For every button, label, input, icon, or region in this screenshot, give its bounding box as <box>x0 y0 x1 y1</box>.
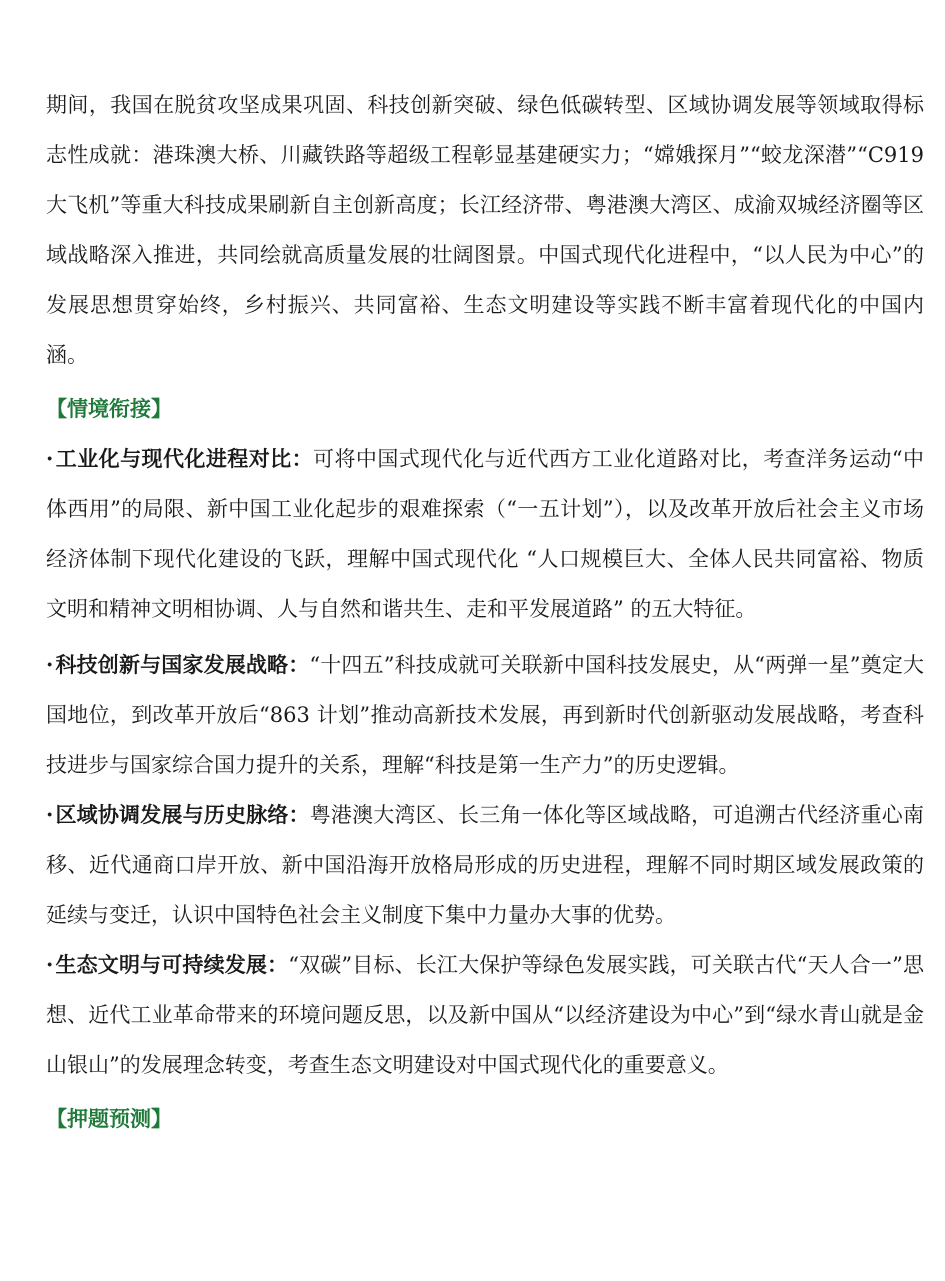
bullet-technology <box>46 640 924 790</box>
bullet-industrialization <box>46 434 924 634</box>
intro-paragraph: 期间，我国在脱贫攻坚成果巩固、科技创新突破、绿色低碳转型、区域协调发展等领域取得标志性成就：港珠澳大桥、川藏铁路等超级工程彰显基建硬实力；“嫦娥探月”“蛟龙深潜”“C919大飞机”等重大科技成果刷新自主创新高度；长江经济带、粤港澳大湾区、成渝双城经济圈等区域战略深入推进，共同绘就高质量发展的壮阔图景。中国式现代化进程中，“以人民为中心”的发展思想贯穿始终，乡村振兴、共同富裕、生态文明建设等实践不断丰富着现代化的中国内涵。 <box>46 93 924 367</box>
bullet-title: 工业化与现代化进程对比： <box>55 446 314 471</box>
bullet-dot: · <box>46 652 54 677</box>
bullet-body: 粤港澳大湾区、长三角一体化等区域战略，可追溯古代经济重心南移、近代通商口岸开放、新中国沿海开放格局形成的历史进程，理解不同时期区域发展政策的延续与变迁，认识中国特色社会主义制度下集中力量办大事的优势。 <box>46 803 924 927</box>
bullet-title: 科技创新与国家发展战略： <box>55 652 310 677</box>
bullet-regional <box>46 790 924 940</box>
bullet-dot: · <box>46 446 54 471</box>
bullet-title: 生态文明与可持续发展： <box>55 952 289 977</box>
bullet-title: 区域协调发展与历史脉络： <box>55 802 310 827</box>
bullet-body: “双碳”目标、长江大保护等绿色发展实践，可关联古代“天人合一”思想、近代工业革命带来的环境问题反思，以及新中国从“以经济建设为中心”到“绿水青山就是金山银山”的发展理念转变，考查生态文明建设对中国式现代化的重要意义。 <box>46 953 924 1077</box>
bullet-ecology <box>46 940 924 1090</box>
bullet-body: “十四五”科技成就可关联新中国科技发展史，从“两弹一星”奠定大国地位，到改革开放后“863 计划”推动高新技术发展，再到新时代创新驱动发展战略，考查科技进步与国家综合国力提升的关系，理解“科技是第一生产力”的历史逻辑。 <box>46 653 924 777</box>
context-section-heading: 【情境衔接】 <box>46 396 172 421</box>
bullet-dot: · <box>46 952 54 977</box>
bullet-body: 可将中国式现代化与近代西方工业化道路对比，考查洋务运动“中体西用”的局限、新中国工业化起步的艰难探索（“一五计划”），以及改革开放后社会主义市场经济体制下现代化建设的飞跃，理解中国式现代化 “人口规模巨大、全体人民共同富裕、物质文明和精神文明相协调、人与自然和谐共生、走和平发展道路” 的五大特征。 <box>46 447 925 621</box>
document-body <box>46 80 924 1144</box>
prediction-section-heading: 【押题预测】 <box>46 1106 172 1131</box>
bullet-dot: · <box>46 802 54 827</box>
